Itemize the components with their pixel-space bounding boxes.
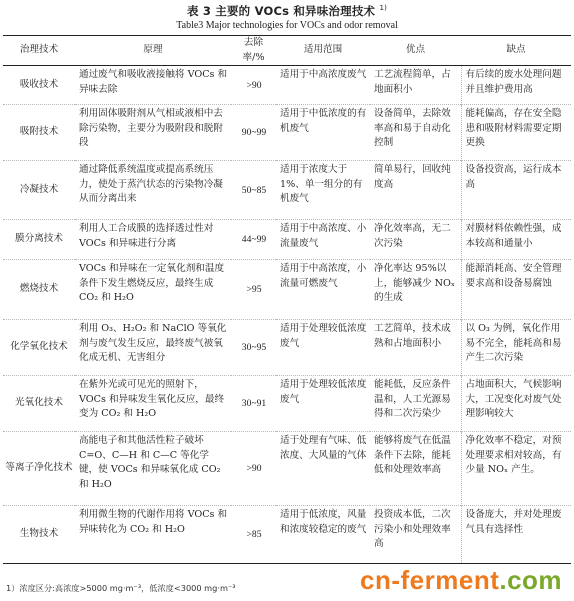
cell-scope: 适用于中高浓度废气 bbox=[276, 66, 370, 105]
cell-principle: 利用固体吸附剂从气相或液相中去除污染物，主要分为吸附段和脱附段 bbox=[75, 105, 231, 161]
table-row bbox=[3, 105, 571, 161]
table-row bbox=[3, 260, 571, 320]
cell-rate: 90~99 bbox=[231, 105, 276, 161]
cell-scope: 适用于中低浓度的有机废气 bbox=[276, 105, 370, 161]
cell-principle: 通过降低系统温度或提高系统压力，使处于蒸汽状态的污染物冷凝从而分离出来 bbox=[75, 161, 231, 220]
cell-pros: 投资成本低，二次污染小和处理效率高 bbox=[370, 506, 461, 564]
table-row bbox=[3, 376, 571, 432]
cell-cons: 以 O₃ 为例，氧化作用易不完全，能耗高和易产生二次污染 bbox=[461, 320, 571, 376]
cell-cons: 占地面积大，气候影响大，工况变化对废气处理影响较大 bbox=[461, 376, 571, 432]
cell-principle: 利用 O₃、H₂O₂ 和 NaClO 等氧化剂与废气发生反应，最终废气被氧化成无机、无害组分 bbox=[75, 320, 231, 376]
cell-scope: 适用于处理较低浓度废气 bbox=[276, 320, 370, 376]
cell-tech: 冷凝技术 bbox=[3, 161, 75, 220]
header-rate: 去除率/% bbox=[242, 37, 265, 63]
cell-principle: 利用人工合成膜的选择透过性对 VOCs 和异味进行分离 bbox=[75, 220, 231, 260]
table-row bbox=[3, 432, 571, 506]
cell-rate: 50~85 bbox=[231, 161, 276, 220]
table-header-row bbox=[3, 36, 571, 66]
site-watermark bbox=[360, 565, 562, 596]
cell-cons: 有后续的废水处理问题并且维护费用高 bbox=[461, 66, 571, 105]
title-footnote-mark: 1) bbox=[379, 4, 388, 13]
cell-scope: 适用于处理较低浓度废气 bbox=[276, 376, 370, 432]
table-row bbox=[3, 66, 571, 105]
cell-principle: 高能电子和其他活性粒子破坏 C=O、C—H 和 C—C 等化学键，使 VOCs 和异味氧化成 CO₂ 和 H₂O bbox=[75, 432, 231, 506]
table-row bbox=[3, 506, 571, 564]
cell-tech: 膜分离技术 bbox=[3, 220, 75, 260]
cell-pros: 简单易行，回收纯度高 bbox=[370, 161, 461, 220]
cell-cons: 能耗偏高，存在安全隐患和吸附材料需要定期更换 bbox=[461, 105, 571, 161]
header-tech: 治理技术 bbox=[19, 44, 59, 56]
cell-pros: 设备简单，去除效率高和易于自动化控制 bbox=[370, 105, 461, 161]
cell-tech: 生物技术 bbox=[3, 506, 75, 564]
cell-rate: 30~91 bbox=[231, 376, 276, 432]
cell-pros: 能够将废气在低温条件下去除，能耗低和处理效率高 bbox=[370, 432, 461, 506]
cell-cons: 净化效率不稳定，对预处理要求相对较高，有少量 NOₓ 产生。 bbox=[461, 432, 571, 506]
cell-pros: 能耗低，反应条件温和，人工光源易得和二次污染少 bbox=[370, 376, 461, 432]
cell-cons: 对膜材料依赖性强，成本较高和通量小 bbox=[461, 220, 571, 260]
cell-scope: 适用于低浓度，风量和浓度较稳定的废气 bbox=[276, 506, 370, 564]
cell-cons: 设备投资高，运行成本高 bbox=[461, 161, 571, 220]
cell-pros: 净化效率高，无二次污染 bbox=[370, 220, 461, 260]
header-pros: 优点 bbox=[405, 44, 426, 56]
cell-pros: 工艺简单，技术成熟和占地面积小 bbox=[370, 320, 461, 376]
table-title-cn-text: 表 3 主要的 VOCs 和异味治理技术 bbox=[186, 4, 376, 18]
cell-scope: 适用于中高浓度，小流量可燃废气 bbox=[276, 260, 370, 320]
header-principle: 原理 bbox=[143, 44, 163, 56]
cell-tech: 燃烧技术 bbox=[3, 260, 75, 320]
cell-pros: 净化率达 95%以上，能够减少 NOₓ 的生成 bbox=[370, 260, 461, 320]
cell-principle: 通过废气和吸收液接触将 VOCs 和异味去除 bbox=[75, 66, 231, 105]
cell-scope: 适于处理有气味、低浓度、大风量的气体 bbox=[276, 432, 370, 506]
cell-principle: 利用微生物的代谢作用将 VOCs 和异味转化为 CO₂ 和 H₂O bbox=[75, 506, 231, 564]
watermark-main: cn-ferment bbox=[360, 565, 500, 595]
cell-principle: 在紫外光或可见光的照射下，VOCs 和异味发生氧化反应，最终变为 CO₂ 和 H₂O bbox=[75, 376, 231, 432]
cell-scope: 适用于浓度大于1%、单一组分的有机废气 bbox=[276, 161, 370, 220]
cell-rate: >85 bbox=[231, 506, 276, 564]
cell-tech: 光氧化技术 bbox=[3, 376, 75, 432]
cell-rate: 44~99 bbox=[231, 220, 276, 260]
cell-rate: >90 bbox=[231, 66, 276, 105]
cell-pros: 工艺流程简单，占地面积小 bbox=[370, 66, 461, 105]
header-scope: 适用范围 bbox=[303, 44, 343, 56]
cell-cons: 能源消耗高、安全管理要求高和设备易腐蚀 bbox=[461, 260, 571, 320]
table-title-en: Table3 Major technologies for VOCs and odor removal bbox=[176, 20, 398, 31]
table-row bbox=[3, 220, 571, 260]
cell-rate: >90 bbox=[231, 432, 276, 506]
table-row bbox=[3, 320, 571, 376]
table-title-cn bbox=[0, 3, 574, 19]
cell-scope: 适用于中高浓度、小流量废气 bbox=[276, 220, 370, 260]
cell-tech: 化学氧化技术 bbox=[3, 320, 75, 376]
table-row bbox=[3, 161, 571, 220]
cell-cons: 设备庞大，并对处理废气具有选择性 bbox=[461, 506, 571, 564]
table-footnote: 1）浓度区分:高浓度>5000 mg·m⁻³，低浓度<3000 mg·m⁻³ bbox=[6, 583, 236, 593]
cell-tech: 等离子净化技术 bbox=[3, 432, 75, 506]
cell-tech: 吸附技术 bbox=[3, 105, 75, 161]
technologies-table bbox=[3, 35, 571, 564]
cell-rate: >95 bbox=[231, 260, 276, 320]
cell-rate: 30~95 bbox=[231, 320, 276, 376]
cell-principle: VOCs 和异味在一定氧化剂和温度条件下发生燃烧反应，最终生成 CO₂ 和 H₂O bbox=[75, 260, 231, 320]
cell-tech: 吸收技术 bbox=[3, 66, 75, 105]
header-cons: 缺点 bbox=[506, 44, 526, 56]
watermark-suffix: .com bbox=[499, 565, 563, 595]
